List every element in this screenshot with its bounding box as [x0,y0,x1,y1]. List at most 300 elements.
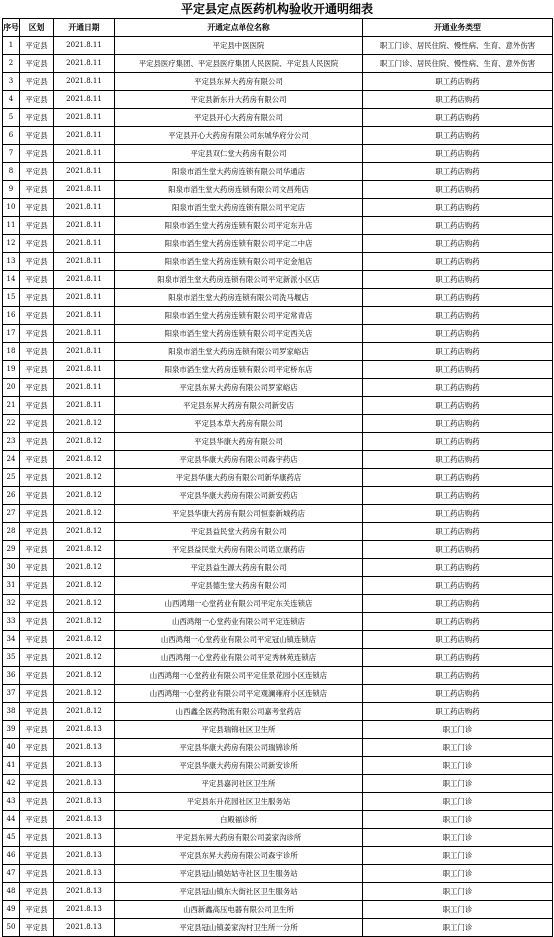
cell-date: 2021.8.12 [54,523,115,541]
cell-district: 平定县 [20,541,54,559]
table-row [3,235,553,253]
cell-date: 2021.8.11 [54,73,115,91]
cell-unit-name: 阳泉市滔生堂大药房连锁有限公司平定二中店 [115,235,363,253]
cell-seq: 19 [3,361,20,379]
cell-unit-name: 平定县冠山镇东大街社区卫生服务站 [115,883,363,901]
table-row [3,451,553,469]
cell-unit-name: 平定县东昇大药房有限公司新安店 [115,397,363,415]
cell-date: 2021.8.12 [54,451,115,469]
cell-seq: 12 [3,235,20,253]
cell-seq: 37 [3,685,20,703]
header-business-type: 开通业务类型 [363,19,553,37]
cell-business-type: 职工药店购药 [363,235,553,253]
cell-business-type: 职工门诊 [363,811,553,829]
cell-date: 2021.8.13 [54,901,115,919]
table-row [3,487,553,505]
cell-seq: 29 [3,541,20,559]
cell-business-type: 职工药店购药 [363,541,553,559]
table-row [3,343,553,361]
table-row [3,541,553,559]
cell-seq: 31 [3,577,20,595]
cell-unit-name: 阳泉市滔生堂大药房连锁有限公司平定新派小区店 [115,271,363,289]
cell-seq: 20 [3,379,20,397]
table-row [3,55,553,73]
cell-district: 平定县 [20,397,54,415]
cell-date: 2021.8.13 [54,919,115,937]
table-row [3,901,553,919]
cell-unit-name: 山西鑫全医药物流有限公司嘉考堂药店 [115,703,363,721]
cell-business-type: 职工门诊 [363,793,553,811]
cell-business-type: 职工药店购药 [363,127,553,145]
header-district: 区划 [20,19,54,37]
table-row [3,127,553,145]
cell-business-type: 职工门诊 [363,829,553,847]
cell-seq: 35 [3,649,20,667]
cell-district: 平定县 [20,145,54,163]
cell-unit-name: 山西鸿翔一心堂药业有限公司平定冠山镇连锁店 [115,631,363,649]
table-row [3,361,553,379]
cell-unit-name: 山西鸿翔一心堂药业有限公司平定观澜雍府小区连锁店 [115,685,363,703]
cell-district: 平定县 [20,865,54,883]
table-row [3,775,553,793]
cell-date: 2021.8.11 [54,361,115,379]
table-row [3,667,553,685]
cell-seq: 11 [3,217,20,235]
cell-business-type: 职工药店购药 [363,271,553,289]
cell-district: 平定县 [20,667,54,685]
cell-seq: 26 [3,487,20,505]
table-row [3,199,553,217]
cell-business-type: 职工药店购药 [363,415,553,433]
cell-district: 平定县 [20,829,54,847]
cell-district: 平定县 [20,325,54,343]
cell-district: 平定县 [20,199,54,217]
cell-district: 平定县 [20,415,54,433]
cell-business-type: 职工药店购药 [363,451,553,469]
cell-district: 平定县 [20,703,54,721]
cell-date: 2021.8.11 [54,37,115,55]
cell-business-type: 职工药店购药 [363,289,553,307]
cell-seq: 8 [3,163,20,181]
cell-date: 2021.8.11 [54,145,115,163]
cell-district: 平定县 [20,181,54,199]
cell-business-type: 职工药店购药 [363,667,553,685]
cell-unit-name: 平定县益民堂大药房有限公司 [115,523,363,541]
cell-district: 平定县 [20,613,54,631]
cell-district: 平定县 [20,757,54,775]
cell-unit-name: 平定县东昇大药房有限公司罗家峪店 [115,379,363,397]
cell-date: 2021.8.13 [54,775,115,793]
cell-seq: 40 [3,739,20,757]
cell-district: 平定县 [20,919,54,937]
cell-seq: 7 [3,145,20,163]
table-row [3,865,553,883]
cell-date: 2021.8.11 [54,217,115,235]
table-row [3,739,553,757]
cell-unit-name: 平定县华康大药房有限公司 [115,433,363,451]
cell-unit-name: 阳泉市滔生堂大药房连锁有限公司文昌苑店 [115,181,363,199]
cell-district: 平定县 [20,361,54,379]
cell-district: 平定县 [20,91,54,109]
cell-seq: 34 [3,631,20,649]
cell-business-type: 职工门诊 [363,901,553,919]
cell-seq: 47 [3,865,20,883]
cell-unit-name: 平定县瑞锦社区卫生所 [115,721,363,739]
cell-seq: 43 [3,793,20,811]
cell-business-type: 职工药店购药 [363,109,553,127]
table-row [3,181,553,199]
cell-seq: 3 [3,73,20,91]
cell-seq: 36 [3,667,20,685]
cell-date: 2021.8.13 [54,793,115,811]
cell-unit-name: 阳泉市滔生堂大药房连锁有限公司平定桥东店 [115,361,363,379]
cell-district: 平定县 [20,775,54,793]
cell-date: 2021.8.12 [54,487,115,505]
cell-unit-name: 平定县中医医院 [115,37,363,55]
table-body [3,37,553,937]
cell-unit-name: 山西鸿翔一心堂药业有限公司平定佳景花园小区连锁店 [115,667,363,685]
cell-district: 平定县 [20,163,54,181]
cell-district: 平定县 [20,37,54,55]
table-row [3,847,553,865]
cell-seq: 48 [3,883,20,901]
header-unit-name: 开通定点单位名称 [115,19,363,37]
cell-unit-name: 平定县华康大药房有限公司恒泰新城药店 [115,505,363,523]
cell-business-type: 职工药店购药 [363,631,553,649]
cell-business-type: 职工药店购药 [363,163,553,181]
table-row [3,379,553,397]
cell-unit-name: 平定县冠山镇姜家沟村卫生所一分所 [115,919,363,937]
cell-district: 平定县 [20,811,54,829]
cell-business-type: 职工药店购药 [363,559,553,577]
cell-district: 平定县 [20,883,54,901]
cell-seq: 33 [3,613,20,631]
table-row [3,91,553,109]
cell-unit-name: 白殿福诊所 [115,811,363,829]
table-row [3,469,553,487]
cell-district: 平定县 [20,631,54,649]
cell-unit-name: 阳泉市滔生堂大药房连锁有限公司平定店 [115,199,363,217]
table-row [3,145,553,163]
cell-unit-name: 阳泉市滔生堂大药房连锁有限公司平定金旭店 [115,253,363,271]
cell-date: 2021.8.11 [54,181,115,199]
cell-unit-name: 平定县东升花园社区卫生服务站 [115,793,363,811]
cell-unit-name: 平定县冠山镇姑姑寺社区卫生服务站 [115,865,363,883]
cell-district: 平定县 [20,55,54,73]
cell-business-type: 职工药店购药 [363,523,553,541]
cell-business-type: 职工门诊 [363,739,553,757]
cell-district: 平定县 [20,577,54,595]
cell-date: 2021.8.13 [54,811,115,829]
cell-seq: 4 [3,91,20,109]
table-row [3,793,553,811]
cell-date: 2021.8.12 [54,505,115,523]
cell-date: 2021.8.12 [54,631,115,649]
cell-seq: 39 [3,721,20,739]
table-row [3,271,553,289]
cell-district: 平定县 [20,721,54,739]
cell-date: 2021.8.11 [54,397,115,415]
cell-district: 平定县 [20,307,54,325]
cell-seq: 10 [3,199,20,217]
cell-district: 平定县 [20,739,54,757]
cell-unit-name: 平定县开心大药房有限公司东城华府分公司 [115,127,363,145]
cell-unit-name: 平定县益民堂大药房有限公司诺立康药店 [115,541,363,559]
cell-seq: 42 [3,775,20,793]
table-row [3,523,553,541]
cell-seq: 5 [3,109,20,127]
cell-unit-name: 阳泉市滔生堂大药房连锁有限公司平定东升店 [115,217,363,235]
cell-unit-name: 平定县德生堂大药房有限公司 [115,577,363,595]
cell-date: 2021.8.11 [54,271,115,289]
cell-seq: 25 [3,469,20,487]
cell-seq: 38 [3,703,20,721]
table-row [3,559,553,577]
cell-unit-name: 平定县东昇大药房有限公司森宇诊所 [115,847,363,865]
cell-seq: 6 [3,127,20,145]
cell-date: 2021.8.11 [54,127,115,145]
table-row [3,595,553,613]
cell-business-type: 职工药店购药 [363,181,553,199]
cell-business-type: 职工药店购药 [363,253,553,271]
cell-unit-name: 山西鸿翔一心堂药业有限公司平定秀林苑连锁店 [115,649,363,667]
cell-district: 平定县 [20,505,54,523]
cell-district: 平定县 [20,685,54,703]
table-row [3,811,553,829]
cell-seq: 28 [3,523,20,541]
cell-unit-name: 平定县医疗集团、平定县医疗集团人民医院、平定县人民医院 [115,55,363,73]
cell-seq: 44 [3,811,20,829]
cell-district: 平定县 [20,289,54,307]
cell-district: 平定县 [20,451,54,469]
cell-unit-name: 平定县华康大药房有限公司新安诊所 [115,757,363,775]
cell-business-type: 职工药店购药 [363,577,553,595]
table-row [3,163,553,181]
table-row [3,109,553,127]
cell-district: 平定县 [20,595,54,613]
cell-business-type: 职工药店购药 [363,433,553,451]
table-row [3,703,553,721]
table-row [3,433,553,451]
cell-unit-name: 阳泉市滔生堂大药房连锁有限公司平定常青店 [115,307,363,325]
cell-seq: 22 [3,415,20,433]
cell-seq: 41 [3,757,20,775]
table-row [3,829,553,847]
header-seq: 序号 [3,19,20,37]
cell-district: 平定县 [20,379,54,397]
cell-seq: 14 [3,271,20,289]
cell-business-type: 职工门诊、居民住院、慢性病、生育、意外伤害 [363,55,553,73]
cell-seq: 21 [3,397,20,415]
cell-business-type: 职工药店购药 [363,685,553,703]
cell-district: 平定县 [20,523,54,541]
cell-unit-name: 平定县双仁堂大药房有限公司 [115,145,363,163]
cell-business-type: 职工门诊 [363,865,553,883]
cell-unit-name: 阳泉市滔生堂大药房连锁有限公司洗马堰店 [115,289,363,307]
cell-seq: 49 [3,901,20,919]
cell-date: 2021.8.13 [54,883,115,901]
cell-date: 2021.8.13 [54,721,115,739]
cell-unit-name: 平定县华康大药房有限公司森宇药店 [115,451,363,469]
cell-business-type: 职工药店购药 [363,505,553,523]
cell-district: 平定县 [20,235,54,253]
table-row [3,307,553,325]
table-row [3,577,553,595]
table-row [3,253,553,271]
cell-unit-name: 阳泉市滔生堂大药房连锁有限公司华通店 [115,163,363,181]
cell-business-type: 职工门诊 [363,721,553,739]
cell-business-type: 职工药店购药 [363,343,553,361]
cell-district: 平定县 [20,217,54,235]
cell-district: 平定县 [20,847,54,865]
cell-date: 2021.8.13 [54,829,115,847]
cell-seq: 1 [3,37,20,55]
cell-unit-name: 平定县本草大药房有限公司 [115,415,363,433]
cell-date: 2021.8.12 [54,667,115,685]
header-date: 开通日期 [54,19,115,37]
cell-date: 2021.8.12 [54,613,115,631]
cell-unit-name: 平定县东昇大药房有限公司 [115,73,363,91]
cell-seq: 17 [3,325,20,343]
cell-date: 2021.8.11 [54,289,115,307]
cell-unit-name: 阳泉市滔生堂大药房连锁有限公司平定西关店 [115,325,363,343]
cell-business-type: 职工药店购药 [363,91,553,109]
cell-business-type: 职工药店购药 [363,379,553,397]
cell-district: 平定县 [20,469,54,487]
table-row [3,883,553,901]
cell-district: 平定县 [20,649,54,667]
document-title: 平定县定点医药机构验收开通明细表 [180,2,373,16]
cell-date: 2021.8.12 [54,541,115,559]
table-row [3,289,553,307]
table-row [3,397,553,415]
cell-business-type: 职工药店购药 [363,307,553,325]
table-row [3,415,553,433]
cell-business-type: 职工药店购药 [363,145,553,163]
cell-date: 2021.8.11 [54,55,115,73]
cell-district: 平定县 [20,793,54,811]
cell-district: 平定县 [20,559,54,577]
cell-seq: 18 [3,343,20,361]
table-row [3,613,553,631]
cell-unit-name: 平定县开心大药房有限公司 [115,109,363,127]
cell-date: 2021.8.11 [54,253,115,271]
cell-seq: 15 [3,289,20,307]
cell-seq: 32 [3,595,20,613]
cell-business-type: 职工药店购药 [363,487,553,505]
cell-date: 2021.8.12 [54,559,115,577]
cell-unit-name: 平定县华康大药房有限公司新安药店 [115,487,363,505]
cell-seq: 30 [3,559,20,577]
table-row [3,631,553,649]
cell-district: 平定县 [20,127,54,145]
table-row [3,919,553,937]
cell-business-type: 职工门诊、居民住院、慢性病、生育、意外伤害 [363,37,553,55]
cell-business-type: 职工门诊 [363,757,553,775]
cell-date: 2021.8.11 [54,91,115,109]
cell-seq: 13 [3,253,20,271]
table-row [3,757,553,775]
cell-seq: 27 [3,505,20,523]
cell-unit-name: 山西新鑫高压电器有限公司卫生所 [115,901,363,919]
cell-business-type: 职工药店购药 [363,397,553,415]
cell-date: 2021.8.12 [54,685,115,703]
cell-date: 2021.8.11 [54,109,115,127]
cell-date: 2021.8.11 [54,163,115,181]
cell-unit-name: 平定县嘉河社区卫生所 [115,775,363,793]
cell-seq: 16 [3,307,20,325]
table-row [3,721,553,739]
cell-unit-name: 平定县东昇大药房有限公司姜家沟诊所 [115,829,363,847]
cell-district: 平定县 [20,487,54,505]
cell-district: 平定县 [20,271,54,289]
cell-business-type: 职工药店购药 [363,199,553,217]
cell-seq: 46 [3,847,20,865]
cell-unit-name: 山西鸿翔一心堂药业有限公司平定东关连锁店 [115,595,363,613]
cell-seq: 45 [3,829,20,847]
cell-date: 2021.8.11 [54,325,115,343]
cell-date: 2021.8.13 [54,847,115,865]
cell-date: 2021.8.13 [54,757,115,775]
cell-date: 2021.8.11 [54,199,115,217]
cell-unit-name: 山西鸿翔一心堂药业有限公司平定连锁店 [115,613,363,631]
cell-unit-name: 平定县华康大药房有限公司新华康药店 [115,469,363,487]
cell-seq: 50 [3,919,20,937]
cell-seq: 2 [3,55,20,73]
cell-unit-name: 平定县新东升大药房有限公司 [115,91,363,109]
cell-business-type: 职工门诊 [363,883,553,901]
cell-district: 平定县 [20,343,54,361]
cell-business-type: 职工药店购药 [363,703,553,721]
table-row [3,37,553,55]
cell-date: 2021.8.11 [54,307,115,325]
cell-date: 2021.8.12 [54,703,115,721]
cell-unit-name: 平定县华康大药房有限公司瑞锦诊所 [115,739,363,757]
cell-date: 2021.8.11 [54,343,115,361]
cell-business-type: 职工药店购药 [363,325,553,343]
table-row [3,505,553,523]
cell-business-type: 职工门诊 [363,919,553,937]
table-row [3,685,553,703]
cell-date: 2021.8.12 [54,649,115,667]
cell-date: 2021.8.13 [54,739,115,757]
institution-table [2,18,553,937]
cell-date: 2021.8.12 [54,469,115,487]
cell-date: 2021.8.12 [54,433,115,451]
table-row [3,217,553,235]
cell-business-type: 职工药店购药 [363,595,553,613]
table-row [3,73,553,91]
cell-district: 平定县 [20,109,54,127]
cell-business-type: 职工药店购药 [363,361,553,379]
table-header-row [3,19,553,37]
cell-district: 平定县 [20,253,54,271]
cell-business-type: 职工药店购药 [363,73,553,91]
cell-business-type: 职工门诊 [363,847,553,865]
cell-date: 2021.8.12 [54,595,115,613]
cell-unit-name: 阳泉市滔生堂大药房连锁有限公司罗家峪店 [115,343,363,361]
cell-district: 平定县 [20,73,54,91]
table-row [3,325,553,343]
table-row [3,649,553,667]
cell-business-type: 职工药店购药 [363,649,553,667]
cell-business-type: 职工药店购药 [363,469,553,487]
cell-seq: 24 [3,451,20,469]
cell-date: 2021.8.12 [54,577,115,595]
cell-date: 2021.8.11 [54,235,115,253]
cell-seq: 23 [3,433,20,451]
cell-business-type: 职工药店购药 [363,613,553,631]
